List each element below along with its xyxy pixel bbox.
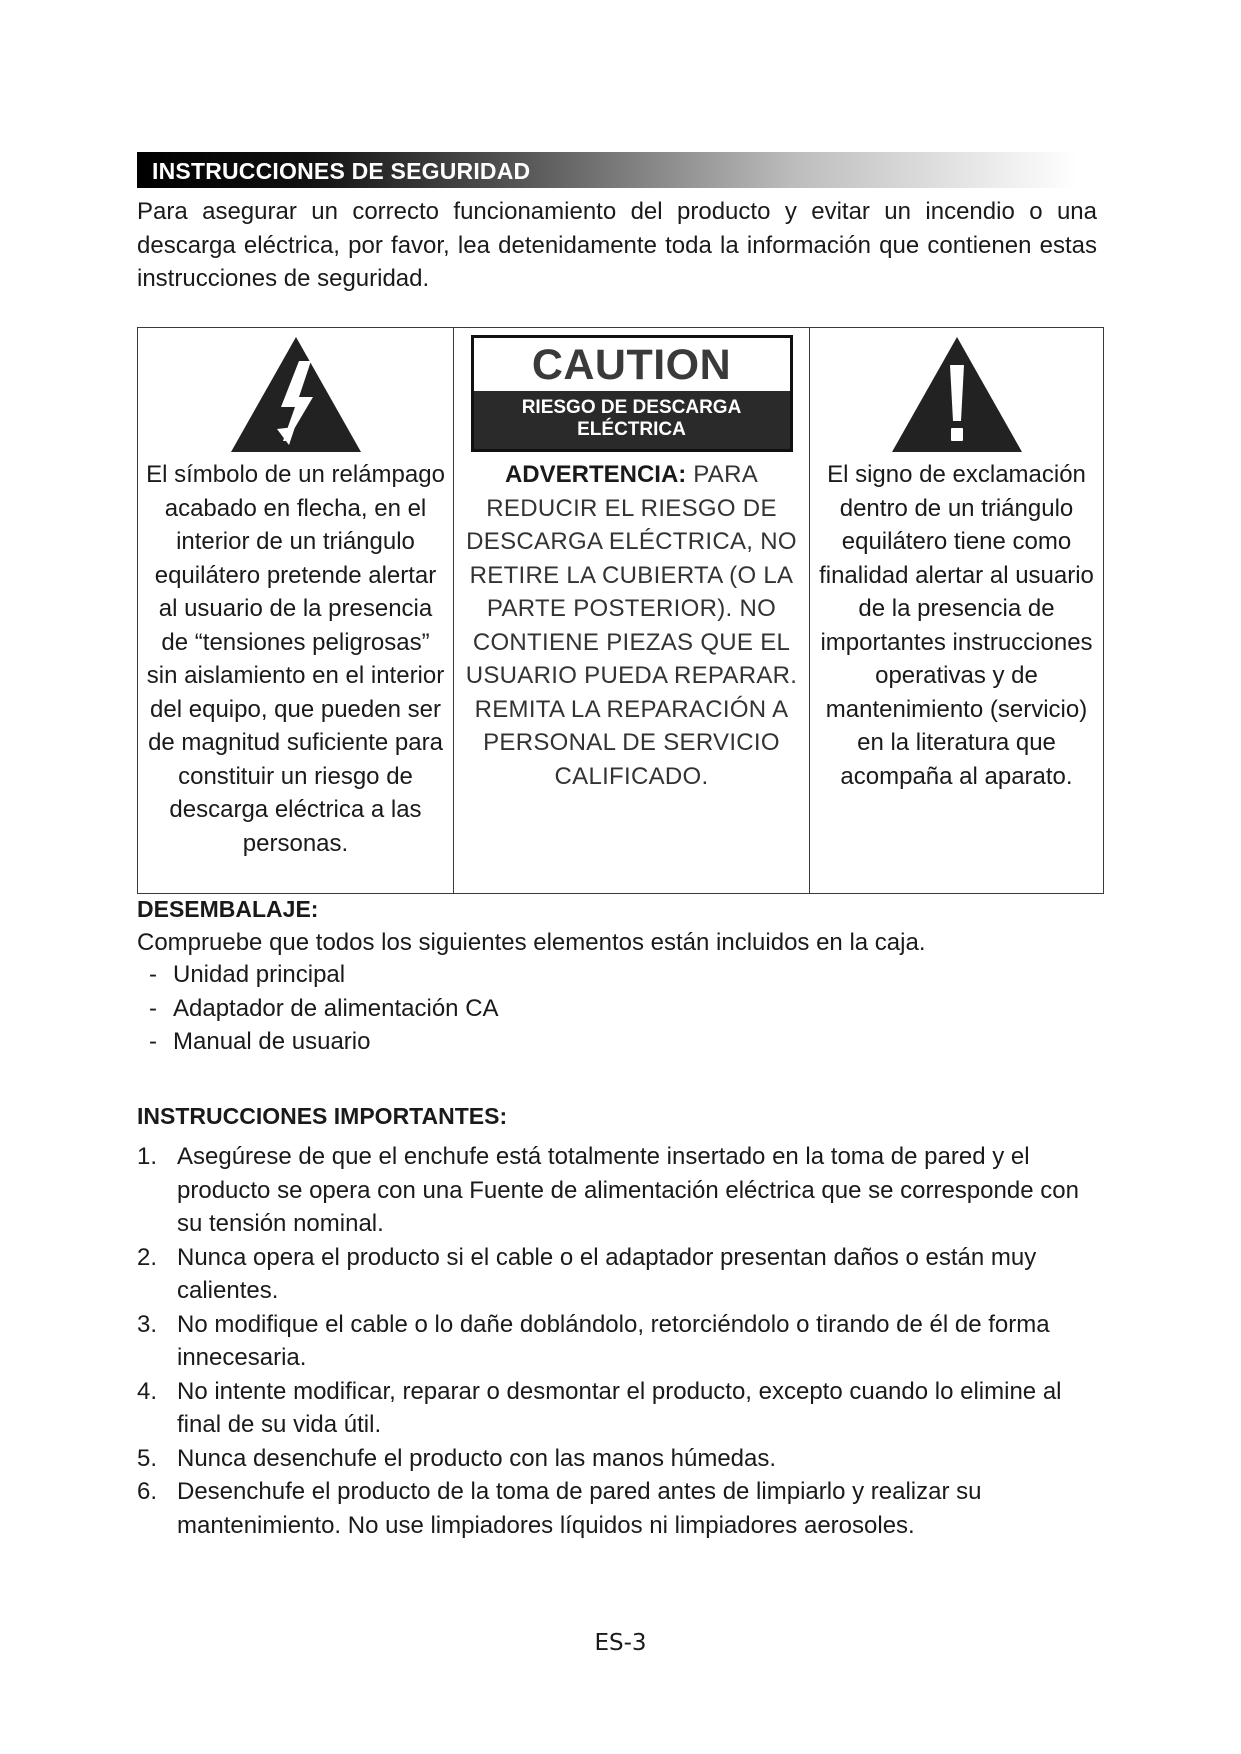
exclamation-triangle-icon	[890, 335, 1024, 455]
lightning-triangle-icon	[229, 335, 363, 455]
lightning-symbol-description: El símbolo de un relámpago acabado en flecha, en el interior de un triángulo equilátero pretende alertar al usuario de la presencia de “tensiones peligrosas” sin aislamiento en el interior del equipo, que pueden ser de magnitud suficiente para constituir un riesgo de descarga eléctrica a las personas.	[146, 461, 445, 857]
section-title: INSTRUCCIONES DE SEGURIDAD	[152, 158, 531, 184]
section-title-bar	[137, 152, 1077, 188]
caution-label	[471, 335, 793, 452]
page-number: ES-3	[594, 1630, 647, 1656]
caution-band-line2: ELÉCTRICA	[577, 419, 686, 440]
warning-label: ADVERTENCIA:	[504, 461, 687, 488]
list-item: 6. Desenchufe el producto de la toma de pared antes de limpiarlo y realizar su mantenimiento. No use limpiadores líquidos ni limpiadores aerosoles.	[137, 1478, 982, 1539]
unpacking-list	[149, 958, 499, 1059]
intro-paragraph: Para asegurar un correcto funcionamiento del producto y evitar un incendio o una descarga eléctrica, por favor, lea detenidamente toda la información que contienen estas instrucciones de seguridad.	[137, 198, 1097, 292]
warning-text	[454, 458, 809, 793]
unpacking-heading: DESEMBALAJE:	[137, 896, 319, 922]
list-item: - Unidad principal	[149, 961, 346, 988]
caution-band	[474, 391, 790, 449]
list-item: - Adaptador de alimentación CA	[149, 994, 499, 1022]
warning-body: PARA REDUCIR EL RIESGO DE DESCARGA ELÉCTRICA, NO RETIRE LA CUBIERTA (O LA PARTE POSTERIOR). NO CONTIENE PIEZAS QUE EL USUARIO PUEDA REPARAR. REMITA LA REPARACIÓN A PERSONAL DE SERVICIO CALIFICADO.	[465, 461, 798, 790]
caution-band-line1: RIESGO DE DESCARGA	[521, 397, 742, 418]
list-item: 1. Asegúrese de que el enchufe está totalmente insertado en la toma de pared y el producto se opera con una Fuente de alimentación eléctrica que se corresponde con su tensión nominal.	[137, 1143, 1079, 1237]
list-item: 4. No intente modificar, reparar o desmontar el producto, excepto cuando lo elimine al final de su vida útil.	[137, 1377, 1062, 1438]
list-item: 5. Nunca desenchufe el producto con las manos húmedas.	[137, 1444, 777, 1472]
important-list	[137, 1140, 1107, 1542]
list-item: - Manual de usuario	[149, 1028, 371, 1055]
list-item: 3. No modifique el cable o lo dañe doblándolo, retorciéndolo o tirando de él de forma innecesaria.	[137, 1310, 1050, 1371]
exclamation-symbol-description: El signo de exclamación dentro de un triángulo equilátero tiene como finalidad alertar al usuario de la presencia de importantes instrucciones operativas y de mantenimiento (servicio) en la literatura que acompaña al aparato.	[819, 461, 1094, 790]
caution-cell	[454, 328, 810, 894]
lightning-symbol-cell	[138, 328, 454, 894]
important-heading: INSTRUCCIONES IMPORTANTES:	[137, 1103, 508, 1129]
exclamation-symbol-cell	[810, 328, 1104, 894]
caution-title: CAUTION	[531, 341, 732, 389]
unpacking-text: Compruebe que todos los siguientes elementos están incluidos en la caja.	[137, 929, 926, 956]
list-item: 2. Nunca opera el producto si el cable o el adaptador presentan daños o están muy calientes.	[137, 1243, 1037, 1304]
safety-symbols-table	[137, 327, 1104, 894]
